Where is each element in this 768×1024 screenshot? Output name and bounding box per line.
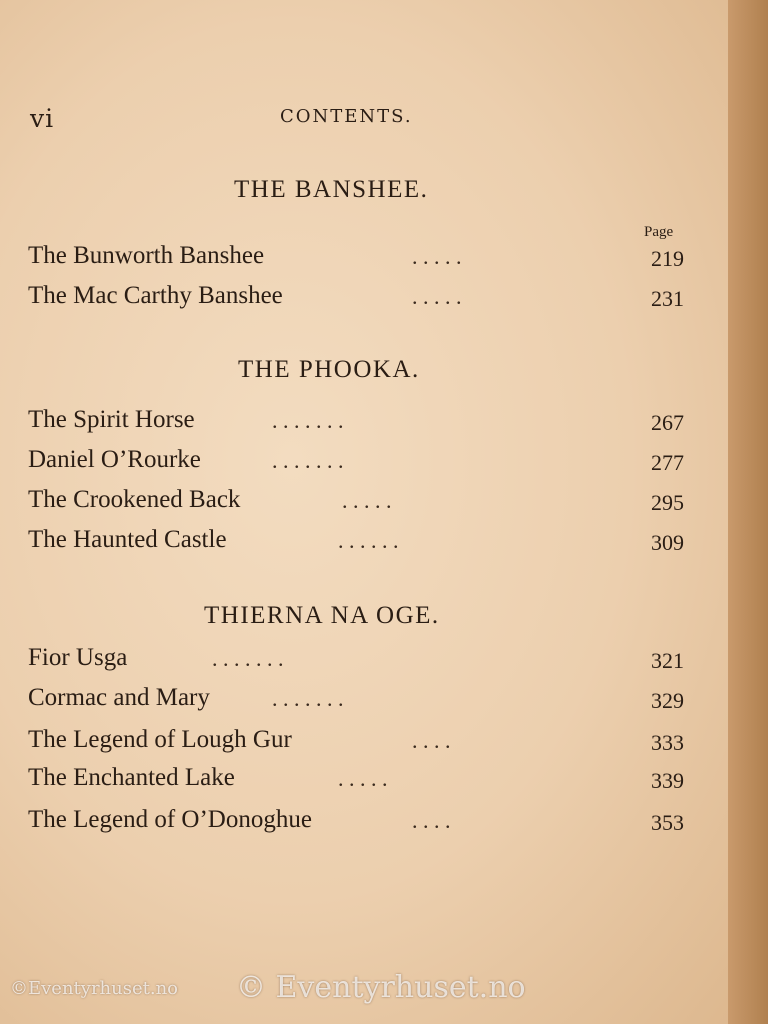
- toc-entry: [28, 644, 688, 678]
- toc-entry: [28, 282, 688, 316]
- watermark-small: ©Eventyrhuset.no: [10, 978, 179, 999]
- page-column-label: Page: [644, 224, 674, 240]
- dot-leader: . . . .: [412, 728, 451, 753]
- toc-entry: [28, 486, 688, 520]
- entry-title: The Haunted Castle: [28, 526, 227, 553]
- toc-entry: [28, 684, 688, 718]
- dot-leader: . . . .: [412, 808, 451, 833]
- dot-leader: . . . . .: [412, 284, 462, 309]
- page-edge: [728, 0, 768, 1024]
- watermark-large: © Eventyrhuset.no: [236, 970, 526, 1005]
- toc-entry: [28, 406, 688, 440]
- section-heading-thierna-na-oge: THIERNA NA OGE.: [204, 602, 440, 629]
- entry-title: The Enchanted Lake: [28, 764, 235, 791]
- running-title: CONTENTS.: [280, 106, 413, 127]
- dot-leader: . . . . .: [412, 244, 462, 269]
- entry-page-number: 321: [651, 648, 684, 673]
- entry-title: The Spirit Horse: [28, 406, 195, 433]
- entry-page-number: 267: [651, 410, 684, 435]
- entry-title: Fior Usga: [28, 644, 128, 671]
- dot-leader: . . . . . .: [338, 528, 399, 553]
- entry-page-number: 309: [651, 530, 684, 555]
- dot-leader: . . . . . . .: [272, 408, 344, 433]
- dot-leader: . . . . .: [338, 766, 388, 791]
- running-head: [0, 100, 728, 140]
- toc-entry: [28, 526, 688, 560]
- entry-page-number: 353: [651, 810, 684, 835]
- entry-page-number: 231: [651, 286, 684, 311]
- entry-title: Cormac and Mary: [28, 684, 210, 711]
- entry-title: The Crookened Back: [28, 486, 241, 513]
- entry-page-number: 277: [651, 450, 684, 475]
- toc-entry: [28, 726, 688, 760]
- dot-leader: . . . . .: [342, 488, 392, 513]
- entry-title: The Bunworth Banshee: [28, 242, 265, 269]
- entry-title: The Legend of Lough Gur: [28, 726, 292, 753]
- toc-entry: [28, 446, 688, 480]
- section-heading-banshee: THE BANSHEE.: [234, 176, 429, 203]
- dot-leader: . . . . . . .: [272, 686, 344, 711]
- toc-entry: [28, 764, 688, 798]
- page-folio: vi: [30, 104, 55, 133]
- entry-page-number: 219: [651, 246, 684, 271]
- toc-entry: [28, 806, 688, 840]
- entry-title: The Mac Carthy Banshee: [28, 282, 283, 309]
- dot-leader: . . . . . . .: [272, 448, 344, 473]
- entry-page-number: 329: [651, 688, 684, 713]
- toc-entry: [28, 242, 688, 276]
- entry-page-number: 339: [651, 768, 684, 793]
- entry-page-number: 333: [651, 730, 684, 755]
- entry-page-number: 295: [651, 490, 684, 515]
- section-heading-phooka: THE PHOOKA.: [238, 356, 420, 383]
- entry-title: The Legend of O’Donoghue: [28, 806, 312, 833]
- dot-leader: . . . . . . .: [212, 646, 284, 671]
- entry-title: Daniel O’Rourke: [28, 446, 201, 473]
